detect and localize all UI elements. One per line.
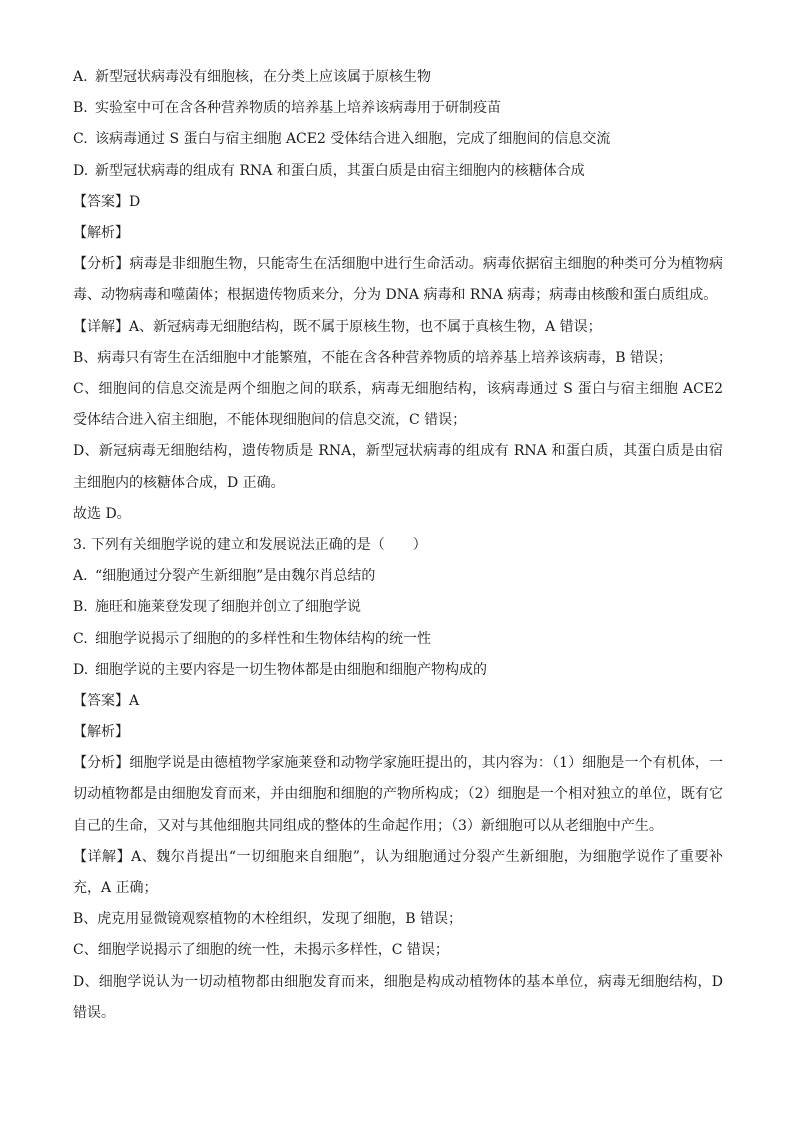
option-text: 新型冠状病毒没有细胞核，在分类上应该属于原核生物 [95,69,431,85]
q2-option-b [73,93,723,124]
q2-detail-a: 【详解】A、新冠病毒无细胞结构，既不属于原核生物，也不属于真核生物，A 错误； [73,318,602,335]
q3-answer [73,686,723,717]
option-text: 该病毒通过 S 蛋白与宿主细胞 ACE2 受体结合进入细胞，完成了细胞间的信息交流 [95,131,611,148]
answer-tag: 【答案】 [73,193,129,210]
option-label: B. [73,100,88,117]
option-text: 细胞学说的主要内容是一切生物体都是由细胞和细胞产物构成的 [95,661,487,678]
option-text: 新型冠状病毒的组成有 RNA 和蛋白质，其蛋白质是由宿主细胞内的核糖体合成 [95,162,585,179]
q2-detail-d: D、新冠病毒无细胞结构，遗传物质是 RNA，新型冠状病毒的组成有 RNA 和蛋白质，其蛋白质是由宿主细胞内的核糖体合成，D 正确。 [73,443,723,491]
option-label: A. [73,69,88,85]
q2-detail-b: B、病毒只有寄生在活细胞中才能繁殖，不能在含各种营养物质的培养基上培养该病毒，B 错误； [73,349,673,366]
q3-option-c [73,624,723,655]
q2-analysis-heading [73,218,723,249]
q2-option-c [73,124,723,155]
q3-option-a [73,561,723,592]
analysis-tag: 【解析】 [73,724,129,741]
option-label: D. [73,661,89,678]
q3-stem: 3. 下列有关细胞学说的建立和发展说法正确的是（ ） [73,536,427,553]
option-text: 实验室中可在含各种营养物质的培养基上培养该病毒用于研制疫苗 [95,100,501,117]
answer-tag: 【答案】 [73,692,129,709]
option-text: “细胞通过分裂产生新细胞”是由魏尔肖总结的 [95,568,376,585]
page-content [73,62,723,1029]
q3-detail-b: B、虎克用显微镜观察植物的木栓组织，发现了细胞，B 错误； [73,911,463,928]
analysis-tag: 【解析】 [73,224,129,241]
q3-option-b [73,592,723,623]
q2-option-a [73,62,723,93]
q3-detail-c: C、细胞学说揭示了细胞的统一性，未揭示多样性，C 错误； [73,942,449,959]
answer-value: D [129,193,141,210]
q3-analysis-heading [73,717,723,748]
q3-fenxi: 【分析】细胞学说是由德植物学家施莱登和动物学家施旺提出的，其内容为：（1）细胞是一个有机体，一切动植物都是由细胞发育而来，并由细胞和细胞的产物所构成；（2）细胞是一个相对独立的单位，既有它自己的生命，又对与其他细胞共同组成的整体的生命起作用；（3）新细胞可以从老细胞中产生。 [73,755,723,834]
q2-option-d [73,156,723,187]
q3-detail-d: D、细胞学说认为一切动植物都由细胞发育而来，细胞是构成动植物体的基本单位，病毒无细胞结构，D 错误。 [73,973,723,1021]
q2-answer [73,187,723,218]
option-label: C. [73,630,88,647]
option-text: 施旺和施莱登发现了细胞并创立了细胞学说 [95,599,361,616]
option-text: 细胞学说揭示了细胞的的多样性和生物体结构的统一性 [95,630,431,647]
q3-detail-a: 【详解】A、魏尔肖提出“一切细胞来自细胞”，认为细胞通过分裂产生新细胞，为细胞学说作了重要补充，A 正确； [73,848,723,897]
q2-conclusion: 故选 D。 [73,505,131,522]
option-label: B. [73,599,88,616]
q2-detail-c: C、细胞间的信息交流是两个细胞之间的联系，病毒无细胞结构，该病毒通过 S 蛋白与宿主细胞 ACE2 受体结合进入宿主细胞，不能体现细胞间的信息交流，C 错误； [73,380,723,429]
option-label: C. [73,131,88,148]
q2-fenxi: 【分析】病毒是非细胞生物，只能寄生在活细胞中进行生命活动。病毒依据宿主细胞的种类可分为植物病毒、动物病毒和噬菌体；根据遗传物质来分，分为 DNA 病毒和 RNA 病毒；病毒由核酸和蛋白质组成。 [73,256,723,304]
q3-option-d [73,655,723,686]
option-label: A. [73,568,88,585]
answer-value: A [129,692,140,709]
option-label: D. [73,162,89,179]
